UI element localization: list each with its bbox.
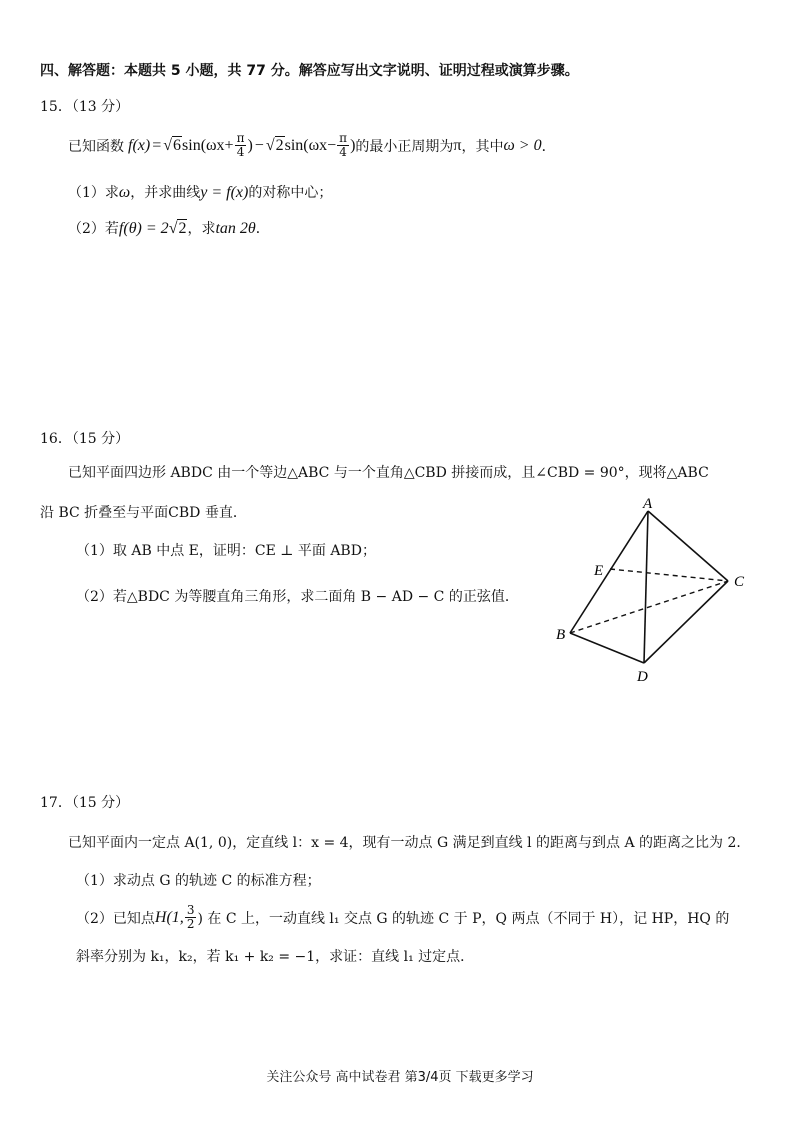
q17-p2-frac-num: 3 [186, 903, 195, 917]
q17-part-1: （1）求动点 G 的轨迹 C 的标准方程； [76, 873, 321, 889]
q15-close-1: ) [247, 136, 253, 154]
q15-sqrt-2: √2 [265, 136, 284, 154]
edge-ad [644, 511, 648, 663]
q15-eq: = [152, 136, 162, 154]
q16-part-2: （2）若△BDC 为等腰直角三角形，求二面角 B − AD − C 的正弦值． [76, 589, 519, 605]
q17-p2-frac-den: 2 [186, 917, 195, 931]
edge-bd [570, 633, 644, 663]
q15-statement [68, 132, 556, 159]
edge-bc-hidden [570, 581, 728, 633]
q15-fx: f(x) [128, 136, 151, 154]
q15-pi: π [453, 136, 462, 154]
q16-line-2: 沿 BC 折叠至与平面CBD 垂直． [40, 505, 247, 521]
edge-ac [648, 511, 728, 581]
q15-close-2: ) [350, 136, 356, 154]
q17-line-1: 已知平面内一定点 A(1, 0)，定直线 l：x = 4，现有一动点 G 满足到直线 l 的距离与到点 A 的距离之比为 2． [68, 835, 751, 851]
q15-sin-2: sin(ωx− [284, 136, 337, 154]
q17-p2-point: H(1, [154, 908, 184, 926]
section-title: 四、解答题：本题共 5 小题，共 77 分。解答应写出文字说明、证明过程或演算步骤。 [40, 63, 579, 79]
q15-sqrt-1: √6 [163, 136, 182, 154]
q15-frac-1-num: π [236, 131, 245, 145]
q15-radicand-1: 6 [173, 136, 182, 154]
q15-frac-1 [235, 132, 247, 159]
label-d: D [637, 669, 648, 685]
label-b: B [556, 627, 566, 643]
q15-p1-omega: ω [118, 184, 131, 201]
q15-text-1: 已知函数 [68, 138, 124, 155]
page-footer: 关注公众号 高中试卷君 第3/4页 下载更多学习 [266, 1070, 534, 1085]
label-a: A [643, 496, 653, 512]
q17-p2-frac [185, 904, 197, 931]
q15-dot: ． [541, 138, 556, 155]
q17-part-2 [76, 904, 729, 931]
q15-frac-2-den: 4 [339, 145, 347, 159]
q15-part-1 [68, 182, 332, 202]
edge-ab [570, 511, 648, 633]
label-c: C [734, 574, 745, 590]
q16-heading: 16．（15 分） [40, 431, 130, 447]
q15-p2-text-c: ，求 [187, 221, 216, 237]
q15-frac-2 [337, 132, 349, 159]
q15-frac-1-den: 4 [236, 145, 245, 159]
q16-part-1: （1）取 AB 中点 E，证明：CE ⊥ 平面 ABD； [76, 543, 376, 559]
q15-p2-expr: f(θ) = 2 [118, 220, 169, 237]
q15-p2-text-e: ． [255, 221, 270, 237]
q15-p2-text-a: （2）若 [68, 221, 119, 237]
q15-p1-text-d: 的对称中心； [248, 185, 333, 201]
q15-heading: 15．（13 分） [40, 99, 130, 115]
label-e: E [594, 563, 604, 579]
q15-part-2: （2）若f(θ) = 2√2，求tan 2θ． [68, 220, 270, 237]
q17-p2-text-b: ) 在 C 上，一动直线 l₁ 交点 G 的轨迹 C 于 P，Q 两点（不同于 H），记 HP，HQ 的 [197, 910, 730, 927]
q15-minus: − [254, 136, 264, 154]
q15-p2-tan: tan 2θ [215, 220, 256, 237]
q16-line-1: 已知平面四边形 ABDC 由一个等边△ABC 与一个直角△CBD 拼接而成，且∠CBD = 90°，现将△ABC [68, 465, 709, 481]
q15-p1-text-a: （1）求 [68, 185, 119, 201]
q15-radicand-2: 2 [275, 136, 284, 154]
q15-p1-text-b: ，并求曲线 [130, 185, 201, 201]
edge-cd [644, 581, 728, 663]
q15-condition: ω > 0 [503, 136, 542, 154]
q15-p1-curve: y = f(x) [200, 184, 249, 201]
q15-text-2: 的最小正周期为 [355, 138, 454, 155]
q15-sin-1: sin(ωx+ [182, 136, 234, 154]
q15-text-3: ，其中 [461, 138, 504, 155]
edge-ec-hidden [610, 569, 728, 581]
q15-frac-2-num: π [339, 131, 348, 145]
tetrahedron-figure [540, 495, 760, 685]
q17-p2-text-a: （2）已知点 [76, 910, 155, 927]
q17-heading: 17．（15 分） [40, 795, 130, 811]
q15-p2-radicand: 2 [178, 220, 187, 237]
q17-part-2-cont: 斜率分别为 k₁，k₂，若 k₁ + k₂ = −1，求证：直线 l₁ 过定点． [76, 949, 475, 965]
